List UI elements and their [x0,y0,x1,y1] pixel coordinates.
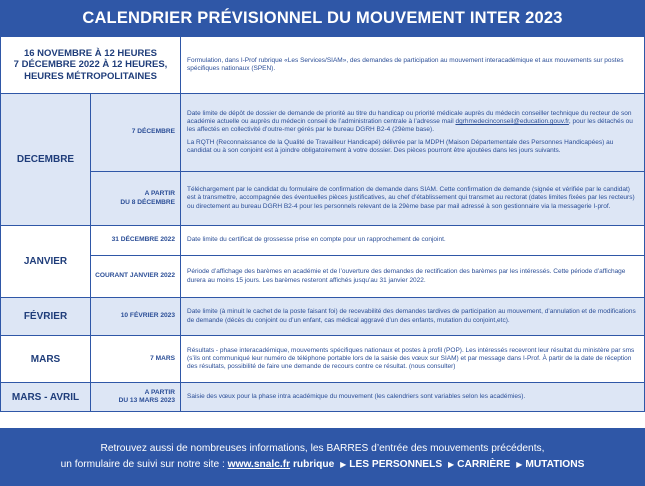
date-cell: COURANT JANVIER 2022 [91,256,181,298]
date-cell: 7 DÉCEMBRE [91,94,181,172]
arrow-right-icon: ▶ [516,460,523,469]
month-cell: JANVIER [1,226,91,298]
date-cell [91,383,181,412]
table-row [1,336,645,383]
footer-crumb: CARRIÈRE [457,459,511,470]
date-line: DU 13 MARS 2023 [118,397,175,404]
intro-period [1,37,181,94]
description-text: Date limite de dépôt de dossier de demande de priorité au titre du handicap ou priorité médicale auprès du médecin conseiller technique du recteur de son académie actuelle ou auprès du médecin conseil de l’administration centrale à l’adresse mail [187,109,632,126]
description-cell: Téléchargement par le candidat du formulaire de confirmation de demande dans SIAM. Cette confirmation de demande (signée et vérifiée par le candidat) est à transmettre, accompagnée des éventuelles pièces justificatives, au chef d’établissement qui transmet au rectorat (dates limites fixées par les recteurs) ou directement au bureau DGRH B2-4 pour les personnels relevant de la 29ème base par mail adressé à son gestionnaire via la messagerie I-prof. [181,172,645,226]
arrow-right-icon: ▶ [447,460,455,469]
description-paragraph: La RQTH (Reconnaissance de la Qualité de Travailleur Handicapé) délivrée par la MDPH (Maison Départementale des Personnes Handicapées) au candidat ou à son conjoint est à joindre obligatoirement à votre dossier. Des pièces pourront être ajoutées dans les jours suivants. [187,138,614,154]
table-row [1,226,645,256]
page-title: CALENDRIER PRÉVISIONNEL DU MOUVEMENT INTER 2023 [0,0,645,36]
description-cell: Saisie des vœux pour la phase intra académique du mouvement (les calendriers sont variables selon les académies). [181,383,645,412]
date-cell: 7 MARS [91,336,181,383]
table-row [1,298,645,336]
footer-crumb: LES PERSONNELS [349,459,443,470]
intro-description: Formulation, dans I-Prof rubrique «Les Services/SIAM», des demandes de participation au mouvement interacadémique et aux mouvements sur postes spécifiques nationaux (SPEN). [181,37,645,94]
email-link[interactable]: dgrhmedecinconseil@education.gouv.fr [455,118,569,126]
footer-banner [0,428,645,486]
arrow-right-icon: ▶ [340,460,347,469]
intro-period-line: HEURES MÉTROPOLITAINES [24,70,157,82]
table-row [1,37,645,94]
month-cell: FÉVRIER [1,298,91,336]
table-row [1,256,645,298]
description-text: , pour les détachés ou les affectés en collectivité d’outre-mer gérés par le bureau DGRH B2-4 (29ème base). [187,118,633,134]
month-cell: MARS [1,336,91,383]
description-cell: Période d’affichage des barèmes en académie et de l’ouverture des demandes de rectification des barèmes par les intéressés. Cette période d’affichage durera au moins 15 jours. Les barèmes resteront affichés jusqu’au 31 janvier 2022. [181,256,645,298]
footer-text: un formulaire de suivi sur notre site : [60,459,228,470]
month-cell: MARS - AVRIL [1,383,91,412]
month-cell: DECEMBRE [1,94,91,226]
calendar-table [0,36,645,412]
description-cell: Résultats - phase interacadémique, mouvements spécifiques nationaux et postes à profil (POP). Les intéressés recevront leur résultat du ministère par sms (s’ils ont communiqué leur numéro de téléphone portable lors de la saisie des vœux sur SIAM) et par message dans I-Prof. À partir de la date de réception des résultats, possibilité de faire une demande de recours contre ce résultat. (nous consulter) [181,336,645,383]
intro-period-line: 16 NOVEMBRE À 12 HEURES [23,47,158,59]
date-line: A PARTIR [144,388,175,396]
table-row [1,172,645,226]
footer-line [0,457,645,473]
table-row [1,383,645,412]
description-cell [181,94,645,172]
date-cell: 31 DÉCEMBRE 2022 [91,226,181,256]
intro-period-line: 7 DÉCEMBRE 2022 À 12 HEURES, [13,59,168,71]
site-link[interactable]: www.snalc.fr [227,459,291,470]
description-cell: Date limite (à minuit le cachet de la poste faisant foi) de recevabilité des demandes tardives de participation au mouvement, d’annulation et de modifications de demande (décès du conjoint ou d’un enfant, cas médical aggravé d’un des enfants, mutation du conjoint,etc). [181,298,645,336]
footer-crumb: rubrique [292,459,335,470]
date-line: DU 8 DÉCEMBRE [120,198,175,206]
table-row [1,94,645,172]
footer-crumb: MUTATIONS [525,459,585,470]
footer-line: Retrouvez aussi de nombreuses informations, les BARRES d’entrée des mouvements précédents, [100,443,545,455]
date-cell: 10 FÉVRIER 2023 [91,298,181,336]
date-line: A PARTIR [144,190,175,198]
date-cell [91,172,181,226]
description-cell: Date limite du certificat de grossesse prise en compte pour un rapprochement de conjoint. [181,226,645,256]
description-paragraph [187,110,638,135]
